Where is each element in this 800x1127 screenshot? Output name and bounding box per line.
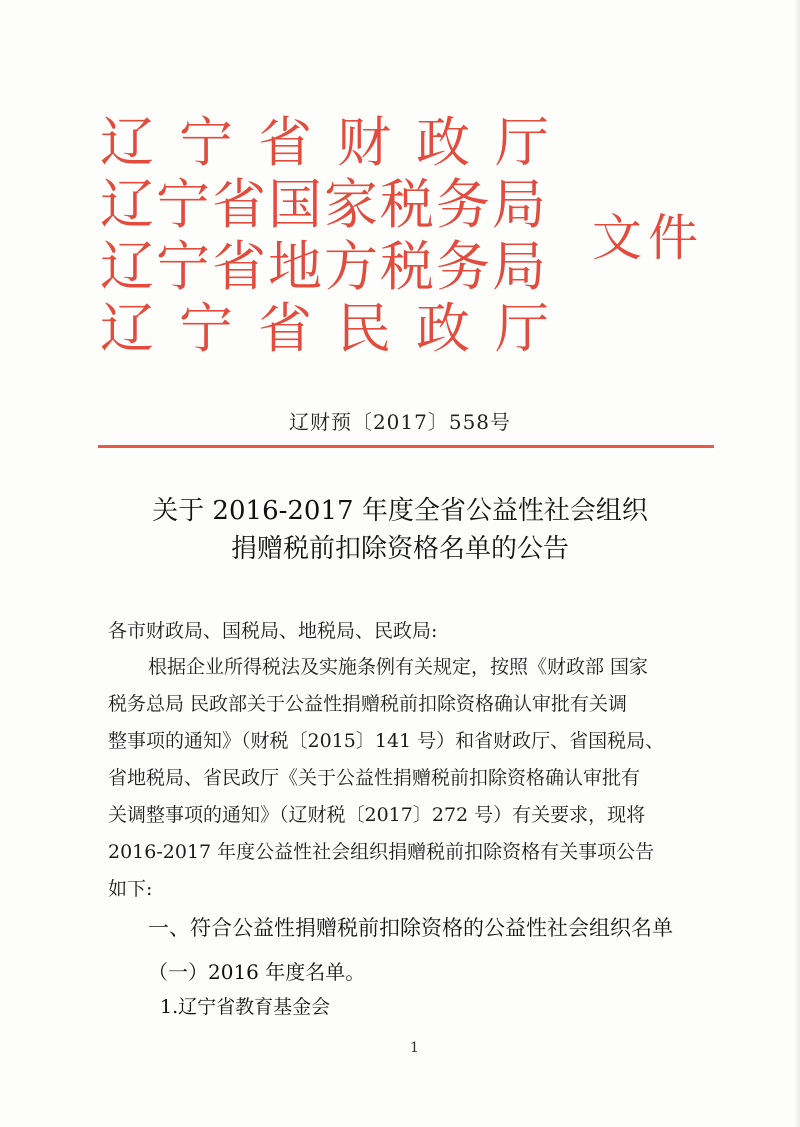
red-divider-line <box>98 445 714 448</box>
salutation: 各市财政局、国税局、地税局、民政局: <box>108 620 438 642</box>
paragraph-line: 整事项的通知》（财税〔2015〕141 号）和省财政厅、省国税局、 <box>108 730 665 752</box>
paragraph-line: 2016-2017 年度公益性社会组织捐赠税前扣除资格有关事项公告 <box>108 841 655 863</box>
paragraph-line: 如下: <box>108 878 153 900</box>
section-heading: 一、符合公益性捐赠税前扣除资格的公益性社会组织名单 <box>148 916 673 940</box>
paragraph-line: 税务总局 民政部关于公益性捐赠税前扣除资格确认审批有关调 <box>108 693 628 715</box>
page-number: 1 <box>410 1040 419 1056</box>
title-line-2: 捐赠税前扣除资格名单的公告 <box>230 534 569 564</box>
document-number: 辽财预〔2017〕558号 <box>288 410 512 434</box>
issuer-block <box>100 111 574 360</box>
document-title <box>0 492 800 568</box>
list-item: 1.辽宁省教育基金会 <box>160 996 331 1018</box>
paragraph-line: 省地税局、省民政厅《关于公益性捐赠税前扣除资格确认审批有 <box>108 767 641 789</box>
file-label: 文件 <box>592 209 704 267</box>
issuer-national-tax-bureau: 辽宁省国家税务局 <box>100 173 548 236</box>
issuer-local-tax-bureau: 辽宁省地方税务局 <box>100 235 548 298</box>
paragraph-line: 根据企业所得税法及实施条例有关规定，按照《财政部 国家 <box>148 656 649 678</box>
subsection-heading: （一）2016 年度名单。 <box>148 960 366 984</box>
issuer-finance-dept: 辽宁省财政厅 <box>100 111 574 174</box>
paragraph-line: 关调整事项的通知》（辽财税〔2017〕272 号）有关要求，现将 <box>108 804 646 826</box>
title-line-1: 关于 2016-2017 年度全省公益性社会组织 <box>152 496 648 526</box>
issuer-civil-affairs-dept: 辽宁省民政厅 <box>100 297 574 360</box>
